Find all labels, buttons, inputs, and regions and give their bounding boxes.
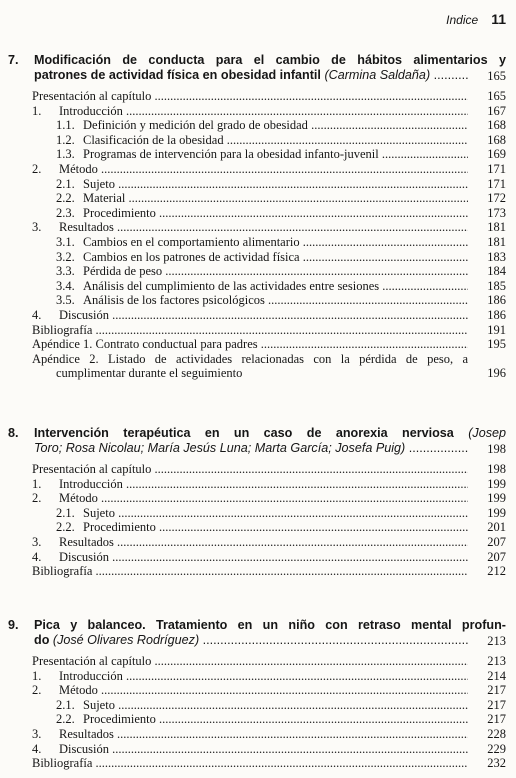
toc-entry-label: Presentación al capítulo (32, 654, 152, 668)
toc-entry-text (56, 250, 468, 265)
toc-entry-label: Apéndice 2. Listado de actividades relacionadas con la pérdida de peso, a (32, 351, 468, 366)
toc-entry (8, 550, 506, 565)
toc-entry-text (32, 564, 468, 579)
toc-entry-text (56, 520, 468, 535)
toc-entry (8, 191, 506, 206)
toc-entry-label: Discusión (59, 549, 109, 564)
toc-entry-text (32, 669, 468, 684)
toc-entry-label: Resultados (59, 726, 114, 741)
toc-entry-label: Discusión (59, 741, 109, 756)
toc-entry-number: 2.2. (56, 712, 75, 727)
toc-entry-text (56, 147, 468, 162)
chapter-title-text: patrones de actividad física en obesidad infantil (34, 68, 321, 82)
toc-entry-number: 2.1. (56, 176, 75, 191)
toc-entry-number: 4. (32, 741, 42, 756)
toc-entry-label: Sujeto (83, 505, 115, 520)
toc-entry-text (32, 337, 468, 352)
toc-entry (8, 477, 506, 492)
toc-entry-text (32, 477, 468, 492)
chapter-number: 9. (8, 618, 19, 632)
toc-entry-label: Análisis de los factores psicológicos (83, 293, 265, 308)
toc-entry-text (32, 742, 468, 757)
toc-entry-page: 199 (487, 476, 506, 491)
toc-entry (8, 535, 506, 550)
toc-entry-label: Procedimiento (83, 520, 156, 535)
toc-entry-label: Bibliografía (32, 756, 93, 771)
toc-entry-text (56, 118, 468, 133)
toc-entry-number: 3. (32, 220, 42, 235)
toc-entry-text (56, 264, 468, 279)
toc-entry-label: Cambios en el comportamiento alimentario (83, 234, 300, 249)
toc-entry-page: 199 (487, 505, 506, 520)
chapter-title-line-2 (34, 441, 468, 456)
toc-entry-page: 172 (487, 191, 506, 206)
toc-entry (8, 337, 506, 352)
toc-entry (8, 89, 506, 104)
toc-entry-page: 184 (487, 264, 506, 279)
toc-entry-label: Análisis del cumplimiento de las actividades entre sesiones (83, 278, 380, 293)
toc-entry-number: 1. (32, 103, 42, 118)
toc-entry-number: 2. (32, 683, 42, 698)
toc-entry-appendix-2 (8, 352, 506, 381)
toc-entry-text (32, 462, 468, 477)
toc-list (8, 462, 506, 579)
toc-entry-page: 195 (487, 337, 506, 352)
toc-entry-text (56, 506, 468, 521)
toc-entry-page: 217 (487, 712, 506, 727)
chapter-page: 165 (487, 69, 506, 83)
toc-entry-text (32, 308, 468, 323)
toc-entry-number: 2.1. (56, 505, 75, 520)
toc-entry (8, 177, 506, 192)
toc-entry-page: 168 (487, 118, 506, 133)
toc-entry (8, 712, 506, 727)
toc-entry-text (56, 698, 468, 713)
toc-entry (8, 206, 506, 221)
chapter-9 (8, 618, 506, 771)
toc-entry-page: 228 (487, 726, 506, 741)
toc-entry-number: 3.4. (56, 278, 75, 293)
toc-entry-page: 217 (487, 683, 506, 698)
toc-entry (8, 491, 506, 506)
toc-entry-label: Sujeto (83, 697, 115, 712)
toc-entry (8, 727, 506, 742)
toc-entry (8, 506, 506, 521)
page-number: 11 (491, 11, 506, 27)
toc-entry-number: 3.3. (56, 264, 75, 279)
toc-entry-page: 232 (487, 756, 506, 771)
toc-entry-label: Bibliografía (32, 322, 93, 337)
toc-entry-text (32, 654, 468, 669)
toc-entry-label: Material (83, 191, 126, 206)
toc-entry (8, 756, 506, 771)
toc-entry (8, 462, 506, 477)
chapter-page: 198 (487, 442, 506, 456)
toc-entry-number: 2.1. (56, 697, 75, 712)
toc-entry (8, 323, 506, 338)
toc-entry-label: Cambios en los patrones de actividad física (83, 249, 300, 264)
toc-entry-text (56, 712, 468, 727)
toc-entry-page: 199 (487, 491, 506, 506)
toc-entry-page: 214 (487, 668, 506, 683)
toc-entry-number: 1.2. (56, 132, 75, 147)
toc-entry-page: 171 (487, 176, 506, 191)
toc-entry-page: 168 (487, 132, 506, 147)
toc-entry (8, 520, 506, 535)
toc-entry-number: 1. (32, 476, 42, 491)
toc-entry-page: 185 (487, 278, 506, 293)
chapter-title-text: do (34, 633, 50, 647)
chapter-title (8, 426, 506, 456)
toc-entry (8, 698, 506, 713)
toc-entry-text (32, 756, 468, 771)
toc-entry-number: 1.3. (56, 147, 75, 162)
chapter-number: 7. (8, 53, 19, 67)
toc-entry-label: Resultados (59, 534, 114, 549)
toc-entry-number: 3. (32, 726, 42, 741)
running-header-section: Indice (446, 13, 479, 27)
toc-entry-page: 207 (487, 549, 506, 564)
toc-entry-number: 4. (32, 549, 42, 564)
chapter-author: (José Olivares Rodríguez) (52, 633, 200, 647)
toc-entry-text (32, 89, 468, 104)
toc-entry-text (32, 220, 468, 235)
toc-entry-number: 3.5. (56, 293, 75, 308)
toc-entry (8, 264, 506, 279)
toc-entry-label: Procedimiento (83, 205, 156, 220)
toc-entry-page: 207 (487, 534, 506, 549)
toc-entry-label: Presentación al capítulo (32, 89, 152, 103)
toc-entry (8, 564, 506, 579)
chapter-number: 8. (8, 426, 19, 440)
toc-entry-label: Introducción (59, 668, 123, 683)
toc-entry-number: 2.3. (56, 205, 75, 220)
toc-entry (8, 250, 506, 265)
toc-entry-label: Resultados (59, 220, 114, 235)
toc-entry-text (56, 191, 468, 206)
toc-entry (8, 308, 506, 323)
toc-entry (8, 162, 506, 177)
toc-entry-text (56, 177, 468, 192)
toc-entry-label: Método (59, 161, 98, 176)
chapter-title-line-1: Pica y balanceo. Tratamiento en un niño con retraso mental profun- (34, 618, 506, 632)
toc-entry-page: 229 (487, 741, 506, 756)
chapter-title-line-1: Modificación de conducta para el cambio de hábitos alimentarios y (34, 53, 506, 67)
toc-entry (8, 118, 506, 133)
toc-entry-label-continued: cumplimentar durante el seguimiento (56, 366, 243, 381)
toc-entry-text (32, 535, 468, 550)
toc-entry-page: 198 (487, 462, 506, 476)
running-header (446, 11, 506, 27)
toc-entry-page: 169 (487, 147, 506, 162)
chapter-title-line-2 (34, 68, 468, 83)
toc-entry-label: Pérdida de peso (83, 264, 163, 279)
toc-entry-page: 183 (487, 249, 506, 264)
toc-entry-number: 2.2. (56, 191, 75, 206)
toc-entry-text (56, 206, 468, 221)
toc-entry (8, 669, 506, 684)
toc-entry-number: 2. (32, 491, 42, 506)
toc-entry-label: Definición y medición del grado de obesidad (83, 118, 308, 133)
toc-entry-text (32, 162, 468, 177)
toc-list (8, 89, 506, 352)
toc-entry-page: 213 (487, 654, 506, 668)
toc-entry (8, 279, 506, 294)
toc-entry-text (56, 279, 468, 294)
toc-entry-text (56, 293, 468, 308)
toc-entry-page: 181 (487, 220, 506, 235)
toc-entry-label: Programas de intervención para la obesidad infanto-juvenil (83, 147, 379, 162)
toc-entry-label: Introducción (59, 103, 123, 118)
toc-entry-label: Bibliografía (32, 564, 93, 579)
toc-entry (8, 147, 506, 162)
chapter-author-start: (Josep (468, 426, 507, 440)
toc-entry-number: 2. (32, 161, 42, 176)
toc-entry (8, 742, 506, 757)
toc-entry-label: Método (59, 683, 98, 698)
toc-entry-number: 3.2. (56, 249, 75, 264)
chapter-title-line-1 (34, 426, 506, 441)
toc-entry-page: 191 (487, 322, 506, 337)
toc-entry-number: 1. (32, 668, 42, 683)
toc-entry-page: 196 (487, 366, 506, 381)
toc-entry-label: Sujeto (83, 176, 115, 191)
chapter-author: (Carmina Saldaña) (324, 68, 431, 82)
toc-entry-number: 3.1. (56, 234, 75, 249)
toc-entry-text (32, 550, 468, 565)
toc-entry-text (32, 104, 468, 119)
toc-entry-number: 2.2. (56, 520, 75, 535)
toc-entry-page: 212 (487, 564, 506, 579)
toc-entry-label: Clasificación de la obesidad (83, 132, 224, 147)
chapter-title (8, 618, 506, 648)
toc-entry-number: 4. (32, 307, 42, 322)
toc-entry (8, 293, 506, 308)
toc-entry-page: 217 (487, 697, 506, 712)
toc-entry (8, 683, 506, 698)
toc-entry-label: Procedimiento (83, 712, 156, 727)
toc-entry-page: 165 (487, 89, 506, 103)
toc-entry (8, 220, 506, 235)
toc-entry-text (56, 133, 468, 148)
chapter-page: 213 (487, 634, 506, 648)
toc-entry-page: 186 (487, 307, 506, 322)
toc-entry-page: 186 (487, 293, 506, 308)
toc-entry (8, 133, 506, 148)
toc-entry-text (56, 235, 468, 250)
chapter-title (8, 53, 506, 83)
chapter-author: Toro; Rosa Nicolau; María Jesús Luna; Marta García; Josefa Puig) (34, 441, 406, 455)
toc-entry-number: 3. (32, 534, 42, 549)
toc-entry-label: Presentación al capítulo (32, 462, 152, 476)
toc-list (8, 654, 506, 771)
toc-entry-page: 201 (487, 520, 506, 535)
toc-entry-page: 181 (487, 234, 506, 249)
toc-entry-text (32, 491, 468, 506)
toc-entry-page: 173 (487, 205, 506, 220)
toc-entry-number: 1.1. (56, 118, 75, 133)
toc-entry-label: Discusión (59, 307, 109, 322)
toc-entry-text (32, 727, 468, 742)
toc-entry (8, 654, 506, 669)
toc-entry-label: Método (59, 491, 98, 506)
toc-entry-label: Introducción (59, 476, 123, 491)
toc-entry-page: 167 (487, 103, 506, 118)
chapter-title-line-2 (34, 633, 468, 648)
toc-entry-page: 171 (487, 161, 506, 176)
toc-entry (8, 235, 506, 250)
chapter-8 (8, 426, 506, 579)
toc-entry-text (32, 323, 468, 338)
toc-entry-text (32, 683, 468, 698)
toc-entry (8, 104, 506, 119)
toc-entry-label: Apéndice 1. Contrato conductual para padres (32, 337, 258, 352)
chapter-7 (8, 53, 506, 381)
chapter-title-text: Intervención terapéutica en un caso de anorexia nerviosa (34, 426, 454, 440)
